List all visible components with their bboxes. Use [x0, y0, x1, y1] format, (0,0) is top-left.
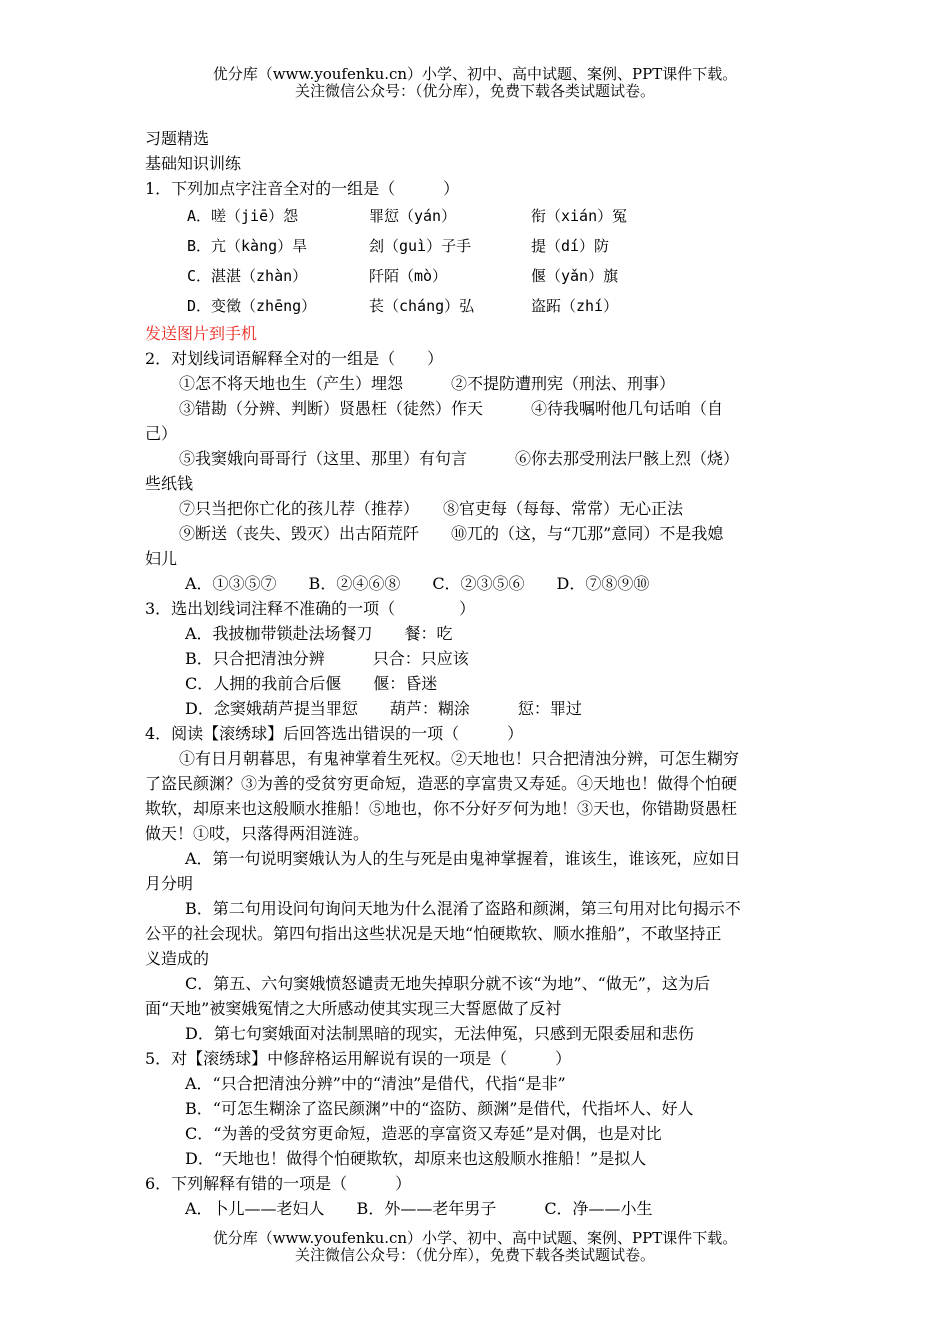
subsection-title: 基础知识训练 [145, 154, 242, 173]
q4-passage-line: ①有日月朝暮思，有鬼神掌着生死权。②天地也！只合把清浊分辨，可怎生糊穷 [179, 749, 740, 768]
q1-a-1: A．嗟（jiē）怨 [187, 207, 299, 225]
q3-option-b: B．只合把清浊分辨 只合：只应该 [185, 649, 469, 668]
q3-option-a: A．我披枷带锁赴法场餐刀 餐：吃 [185, 624, 453, 643]
q5-option-a: A．“只合把清浊分辨”中的“清浊”是借代，代指“是非” [185, 1074, 566, 1093]
q4-stem: 4．阅读【滚绣球】后回答选出错误的一项（ ） [145, 724, 524, 743]
q1-c-3: 偃（yǎn）旗 [531, 267, 619, 285]
q4-option-b-cont: 义造成的 [145, 949, 210, 968]
q1-stem: 1．下列加点字注音全对的一组是（ ） [145, 179, 460, 198]
q1-b-3: 提（dí）防 [531, 237, 610, 255]
q2-line: 己） [145, 424, 178, 443]
q1-b-2: 刽（guì）子手 [369, 237, 472, 255]
q1-d-1: D．变徵（zhēng） [187, 297, 317, 315]
q3-option-c: C．人拥的我前合后偃 偃：昏迷 [185, 674, 438, 693]
q5-option-b: B．“可怎生糊涂了盗民颜渊”中的“盗防、颜渊”是借代，代指坏人、好人 [185, 1099, 694, 1118]
footer-line-1: 优分库（www.youfenku.cn）小学、初中、高中试题、案例、PPT课件下载。 [212, 1229, 738, 1247]
q5-option-c: C．“为善的受贫穷更命短，造恶的享富资又寿延”是对偶，也是对比 [185, 1124, 662, 1143]
q4-option-b: B．第二句用设问句询问天地为什么混淆了盗路和颜渊，第三句用对比句揭示不 [185, 899, 741, 918]
page-header [0, 66, 950, 100]
q4-option-a-cont: 月分明 [145, 874, 194, 893]
q5-option-d: D．“天地也！做得个怕硬欺软，却原来也这般顺水推船！”是拟人 [185, 1149, 647, 1168]
q1-row-a [145, 201, 807, 231]
q4-option-a: A．第一句说明窦娥认为人的生与死是由鬼神掌握着，谁该生，谁该死，应如日 [185, 849, 741, 868]
q6-stem: 6．下列解释有错的一项是（ ） [145, 1174, 412, 1193]
q4-option-d: D．第七句窦娥面对法制黑暗的现实，无法伸冤，只感到无限委屈和悲伤 [185, 1024, 694, 1043]
q1-d-2: 苌（cháng）弘 [369, 297, 475, 315]
q1-a-3: 衔（xián）冤 [531, 207, 628, 225]
footer-line-2: 关注微信公众号：（优分库），免费下载各类试题试卷。 [294, 1246, 655, 1264]
send-to-phone-link[interactable]: 发送图片到手机 [145, 324, 258, 343]
q1-options-grid [145, 201, 807, 321]
q5-stem: 5．对【滚绣球】中修辞格运用解说有误的一项是（ ） [145, 1049, 572, 1068]
page-footer [0, 1230, 950, 1264]
header-line-2: 关注微信公众号：（优分库），免费下载各类试题试卷。 [294, 82, 655, 100]
q2-stem: 2．对划线词语解释全对的一组是（ ） [145, 349, 444, 368]
q2-line: 妇儿 [145, 549, 178, 568]
q2-line: ⑤我窦娥向哥哥行（这里、那里）有句言 ⑥你去那受刑法尸骸上烈（烧） [179, 449, 740, 468]
q4-option-b-cont: 公平的社会现状。第四句指出这些状况是天地“怕硬欺软、顺水推船”，不敢坚持正 [145, 924, 722, 943]
q6-options: A．卜儿——老妇人 B．外——老年男子 C．净——小生 [185, 1199, 653, 1218]
q1-row-c [145, 261, 807, 291]
q4-option-c: C．第五、六句窦娥愤怒谴责无地失掉职分就不该“为地”、“做无”，这为后 [185, 974, 710, 993]
exercise-page [145, 126, 807, 1221]
q2-line: ③错勘（分辨、判断）贤愚枉（徒然）作天 ④待我嘱咐他几句话咱（自 [179, 399, 724, 418]
q1-row-b [145, 231, 807, 261]
q1-a-2: 罪愆（yán） [369, 207, 457, 225]
q2-line: ①怎不将天地也生（产生）埋怨 ②不提防遭刑宪（刑法、刑事） [179, 374, 676, 393]
q1-d-3: 盗跖（zhí） [531, 297, 619, 315]
section-title: 习题精选 [145, 129, 210, 148]
q4-passage-line: 做天！①哎，只落得两泪涟涟。 [145, 824, 370, 843]
q1-c-1: C．湛湛（zhàn） [187, 267, 308, 285]
q1-c-2: 阡陌（mò） [369, 267, 448, 285]
q1-b-1: B．亢（kàng）旱 [187, 237, 308, 255]
header-line-1: 优分库（www.youfenku.cn）小学、初中、高中试题、案例、PPT课件下载。 [212, 65, 738, 83]
q4-option-c-cont: 面“天地”被窦娥冤情之大所感动使其实现三大誓愿做了反衬 [145, 999, 562, 1018]
q4-passage-line: 欺软，却原来也这般顺水推船！⑤地也，你不分好歹何为地！③天也，你错勘贤愚枉 [145, 799, 738, 818]
q1-row-d [145, 291, 807, 321]
q2-line: ⑨断送（丧失、毁灭）出古陌荒阡 ⑩兀的（这，与“兀那”意同）不是我媳 [179, 524, 724, 543]
q4-passage-line: 了盗民颜渊？③为善的受贫穷更命短，造恶的享富贵又寿延。④天地也！做得个怕硬 [145, 774, 738, 793]
q3-option-d: D．念窦娥葫芦提当罪愆 葫芦：糊涂 愆：罪过 [185, 699, 582, 718]
q3-stem: 3．选出划线词注释不准确的一项（ ） [145, 599, 476, 618]
q2-line: ⑦只当把你亡化的孩儿荐（推荐） ⑧官吏每（每每、常常）无心正法 [179, 499, 684, 518]
q2-line: 些纸钱 [145, 474, 194, 493]
q2-options: A．①③⑤⑦ B．②④⑥⑧ C．②③⑤⑥ D．⑦⑧⑨⑩ [185, 574, 650, 593]
